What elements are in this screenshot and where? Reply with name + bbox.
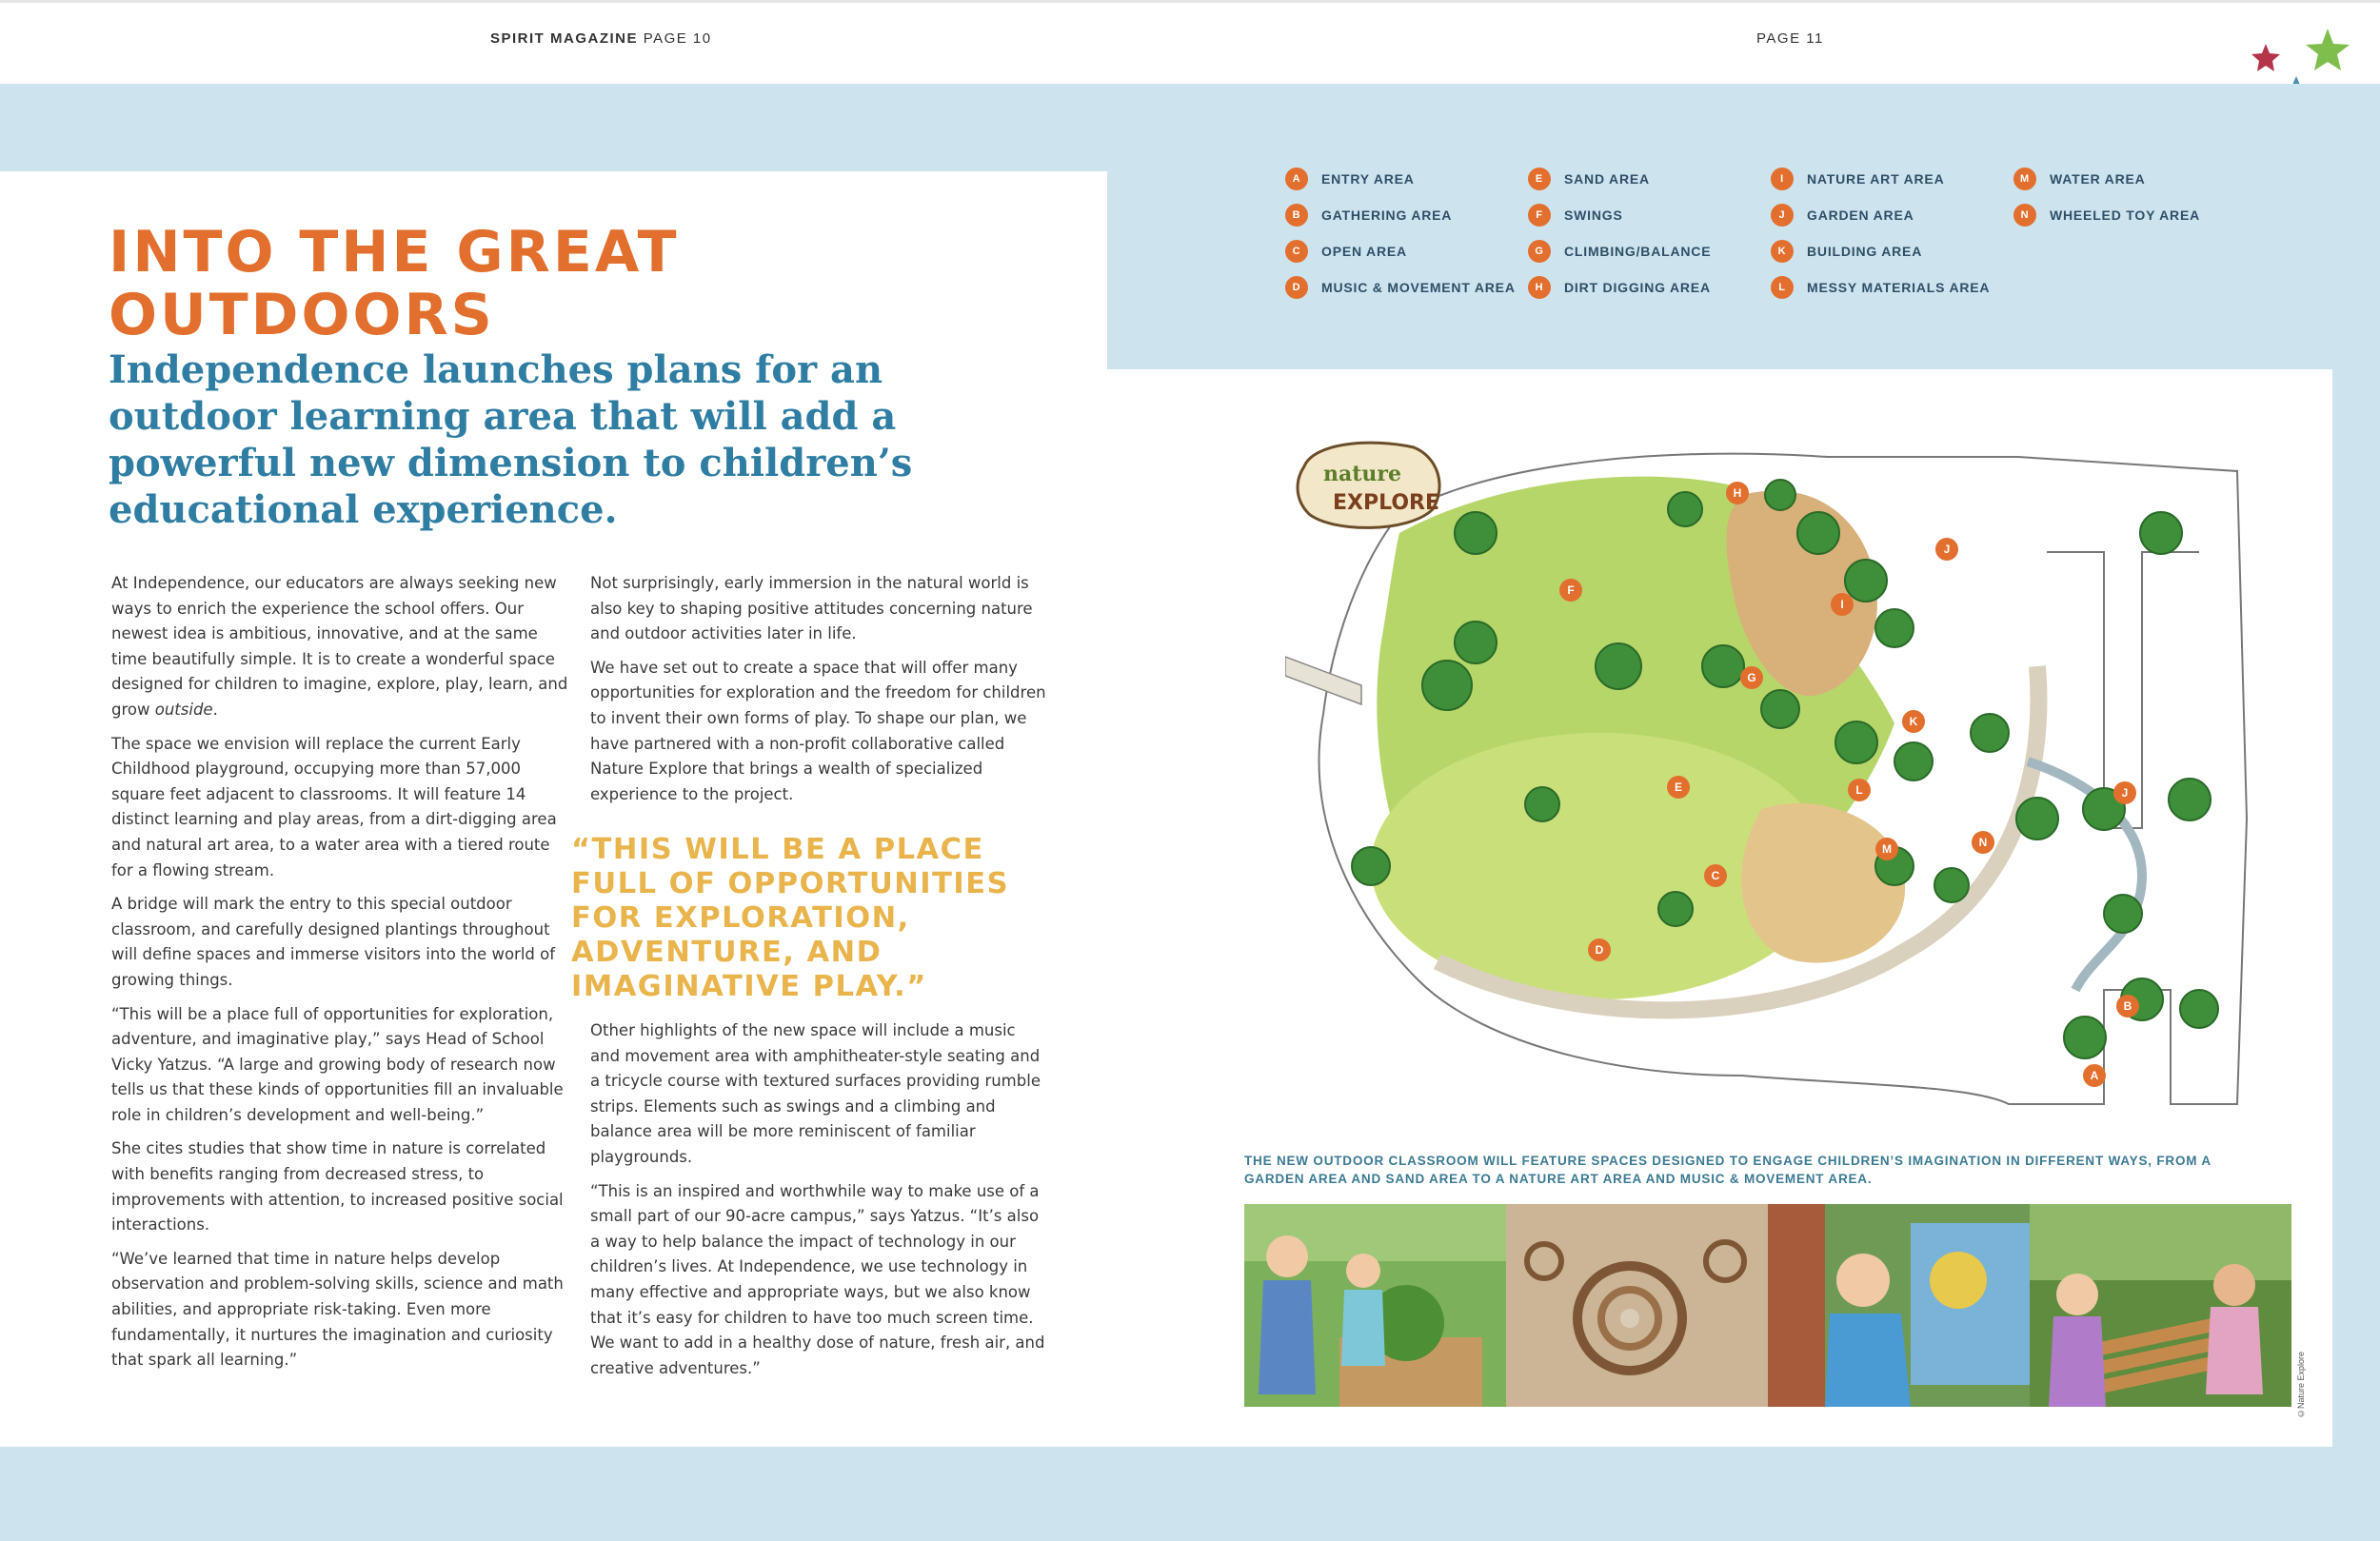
letter-badge: B (1285, 204, 1308, 227)
marker-label: L (1855, 783, 1863, 797)
legend-item: G CLIMBING/BALANCE (1528, 240, 1711, 263)
photo-xylophone (2030, 1204, 2291, 1407)
paragraph: She cites studies that show time in nature is correlated with benefits ranging from decreased stress, to improvements with attention, to increased positive social interactions. (111, 1139, 564, 1235)
sand-area (1741, 803, 1905, 963)
marker-label: J (1943, 543, 1951, 556)
legend-item: B GATHERING AREA (1285, 204, 1452, 227)
right-page-header: PAGE 11 (1756, 30, 1824, 47)
letter-badge: C (1285, 240, 1308, 263)
marker-label: K (1909, 715, 1918, 728)
logo-text-nature: nature (1323, 462, 1401, 486)
legend-item: L MESSY MATERIALS AREA (1771, 276, 1990, 299)
photo-credit: ©Nature Explore (2296, 1351, 2306, 1418)
marker-label: I (1840, 598, 1844, 611)
logo-text-explore: EXPLORE (1333, 491, 1440, 515)
marker-label: M (1882, 842, 1892, 856)
legend-item: C OPEN AREA (1285, 240, 1407, 263)
paragraph: The space we envision will replace the current Early Childhood playground, occupying more than 57,000 square feet adjacent to classrooms. It will feature 14 distinct learning and play areas, from a dirt-digging area and natural art area, to a water area with a tiered route for a flowing stream. (111, 734, 557, 879)
paragraph: “This will be a place full of opportunities for exploration, adventure, and imaginative play,” says Head of School Vicky Yatzus. “A large and growing body of research now tells us that these kinds of opportunities fill an invaluable role in children’s development and well-being.” (111, 1004, 564, 1124)
top-bar (0, 0, 2380, 87)
legend-item: J GARDEN AREA (1771, 204, 1914, 227)
marker-label: F (1567, 583, 1575, 597)
legend-item: K BUILDING AREA (1771, 240, 1922, 263)
site-plan-map (1285, 419, 2256, 1118)
paragraph: “This is an inspired and worthwhile way to make use of a small part of our 90-acre campus,” says Yatzus. “It’s also a way to help balance the impact of technology in our children’s lives. At Independence, we use technology in many effective and appropriate ways, but we also know that it’s easy for children to have too much screen time. We want to add in a healthy dose of nature, fresh air, and creative adventures.” (590, 1181, 1045, 1377)
letter-badge: M (2013, 168, 2036, 190)
legend-item: I NATURE ART AREA (1771, 168, 1944, 190)
marker-label: G (1747, 671, 1756, 684)
letter-badge: L (1771, 276, 1794, 299)
marker-label: H (1733, 486, 1742, 500)
green-star-icon (2306, 29, 2350, 70)
body-column-1 (111, 571, 568, 1382)
paragraph: Other highlights of the new space will include a music and movement area with amphitheater-style seating and a tricycle course with textured surfaces providing rumble strips. Elements such as swings and a climbing and balance area will be more reminiscent of familiar playgrounds. (590, 1021, 1041, 1166)
bridge (1285, 657, 1361, 704)
letter-badge: D (1285, 276, 1308, 299)
marker-label: A (2090, 1069, 2099, 1082)
photo-strip (1244, 1204, 2291, 1407)
map-legend (1285, 168, 2294, 310)
nature-explore-logo (1298, 443, 1439, 527)
marker-label: B (2123, 999, 2132, 1013)
letter-badge: A (1285, 168, 1308, 190)
left-page-header: SPIRIT MAGAZINE PAGE 10 (490, 30, 712, 47)
letter-badge: G (1528, 240, 1551, 263)
body-column-2 (590, 571, 1047, 816)
article-title: INTO THE GREAT OUTDOORS (109, 219, 680, 348)
legend-item: E SAND AREA (1528, 168, 1650, 190)
paragraph: We have set out to create a space that will offer many opportunities for exploration and the freedom for children to invent their own forms of play. To shape our plan, we have partnered with a non-profit collaborative called Nature Explore that brings a wealth of specialized experience to the project. (590, 658, 1046, 803)
marker-label: C (1711, 869, 1720, 882)
legend-item: M WATER AREA (2013, 168, 2146, 190)
map-caption: THE NEW OUTDOOR CLASSROOM WILL FEATURE SPACES DESIGNED TO ENGAGE CHILDREN’S IMAGINATION IN DIFFERENT WAYS, FROM A GARDEN AREA AND SAND AREA TO A NATURE ART AREA AND MUSIC & MOVEMENT AREA. (1244, 1154, 2211, 1186)
pull-quote: “THIS WILL BE A PLACE FULL OF OPPORTUNITIES FOR EXPLORATION, ADVENTURE, AND IMAGINATIVE PLAY.” (571, 833, 1010, 1003)
photo-nature-art (1506, 1204, 1768, 1407)
letter-badge: H (1528, 276, 1551, 299)
marker-label: E (1674, 780, 1683, 794)
letter-badge: J (1771, 204, 1794, 227)
paragraph: Not surprisingly, early immersion in the natural world is also key to shaping positive attitudes concerning nature and outdoor activities later in life. (590, 574, 1033, 643)
body-column-3 (590, 1018, 1047, 1390)
paragraph: A bridge will mark the entry to this special outdoor classroom, and carefully designed plantings throughout will define spaces and immerse visitors into the world of growing things. (111, 895, 556, 989)
paragraph: At Independence, our educators are always seeking new ways to enrich the experience the school offers. Our newest idea is ambitious, innovative, and at the same time beautifully simple. It is to create a wonderful space designed for children to imagine, explore, play, learn, and grow outside. (111, 574, 568, 719)
photo-garden-box (1244, 1204, 1506, 1407)
marker-label: N (1978, 836, 1988, 849)
paragraph: “We’ve learned that time in nature helps develop observation and problem-solving skills, science and math abilities, and appropriate risk-taking. Even more fundamentally, it nurtures the imagination and curiosity that spark all learning.” (111, 1249, 564, 1370)
legend-item: F SWINGS (1528, 204, 1623, 227)
marker-label: J (2121, 786, 2129, 800)
legend-item: D MUSIC & MOVEMENT AREA (1285, 276, 1516, 299)
red-star-icon (2251, 44, 2280, 71)
letter-badge: K (1771, 240, 1794, 263)
letter-badge: F (1528, 204, 1551, 227)
legend-item: H DIRT DIGGING AREA (1528, 276, 1711, 299)
article-subtitle: Independence launches plans for an outdoor learning area that will add a powerful new dimension to children’s educational experience. (109, 347, 913, 532)
photo-painting-child (1768, 1204, 2030, 1407)
letter-badge: I (1771, 168, 1794, 190)
letter-badge: N (2013, 204, 2036, 227)
legend-item: N WHEELED TOY AREA (2013, 204, 2200, 227)
legend-item: A ENTRY AREA (1285, 168, 1415, 190)
marker-label: D (1595, 943, 1604, 957)
letter-badge: E (1528, 168, 1551, 190)
